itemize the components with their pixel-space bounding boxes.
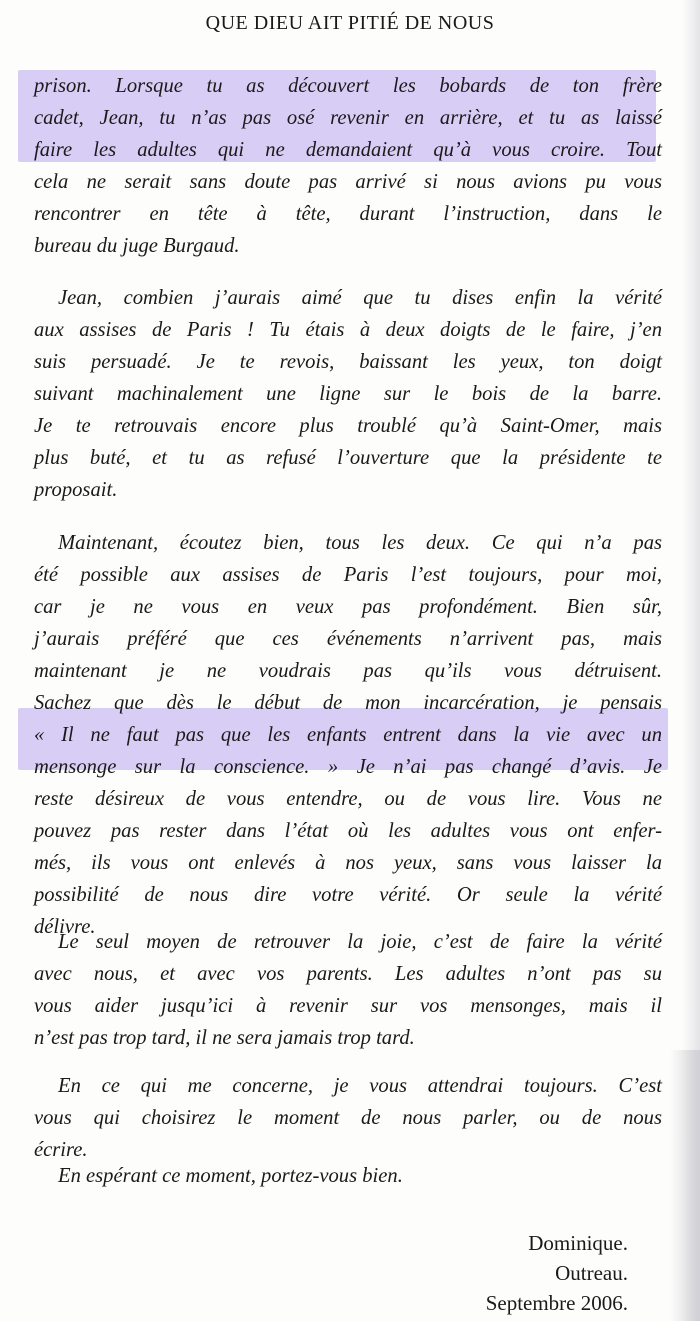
text-line: cadet, Jean, tu n’as pas osé revenir en arrière, et tu as laissé bbox=[34, 107, 662, 129]
paragraph-6 bbox=[34, 1160, 662, 1192]
text-line: plus buté, et tu as refusé l’ouverture que la présidente te bbox=[34, 447, 662, 469]
signature-block bbox=[368, 1228, 628, 1318]
text-line: proposait. bbox=[34, 479, 118, 501]
text-line: écrire. bbox=[34, 1139, 88, 1161]
text-line: pouvez pas rester dans l’état où les adultes vous ont enfer- bbox=[34, 820, 662, 842]
text-line: bureau du juge Burgaud. bbox=[34, 235, 240, 257]
page-edge-shadow-lower bbox=[670, 1050, 700, 1321]
text-line: « Il ne faut pas que les enfants entrent dans la vie avec un bbox=[34, 724, 662, 746]
text-line: vous qui choisirez le moment de nous parler, ou de nous bbox=[34, 1107, 662, 1129]
text-line: rencontrer en tête à tête, durant l’instruction, dans le bbox=[34, 203, 662, 225]
text-line: Maintenant, écoutez bien, tous les deux. Ce qui n’a pas bbox=[58, 532, 662, 554]
signature-place: Outreau. bbox=[555, 1261, 628, 1285]
text-line: cela ne serait sans doute pas arrivé si nous avions pu vous bbox=[34, 171, 662, 193]
text-line: Je te retrouvais encore plus troublé qu’à Saint-Omer, mais bbox=[34, 415, 662, 437]
text-line: maintenant je ne voudrais pas qu’ils vous détruisent. bbox=[34, 660, 662, 682]
text-line: été possible aux assises de Paris l’est toujours, pour moi, bbox=[34, 564, 662, 586]
paragraph-1 bbox=[34, 70, 662, 262]
text-line: En ce qui me concerne, je vous attendrai toujours. C’est bbox=[58, 1075, 662, 1097]
signature-date: Septembre 2006. bbox=[485, 1291, 628, 1315]
text-line: suivant machinalement une ligne sur le bois de la barre. bbox=[34, 383, 662, 405]
text-line: prison. Lorsque tu as découvert les bobards de ton frère bbox=[34, 75, 662, 97]
paragraph-3 bbox=[34, 527, 662, 943]
text-line: délivre. bbox=[34, 916, 96, 938]
text-line: avec nous, et avec vos parents. Les adultes n’ont pas su bbox=[34, 963, 662, 985]
text-line: reste désireux de vous entendre, ou de vous lire. Vous ne bbox=[34, 788, 662, 810]
running-title: QUE DIEU AIT PITIÉ DE NOUS bbox=[205, 12, 495, 34]
text-line: Jean, combien j’aurais aimé que tu dises enfin la vérité bbox=[58, 287, 662, 309]
text-line: més, ils vous ont enlevés à nos yeux, sans vous laisser la bbox=[34, 852, 662, 874]
text-line: Le seul moyen de retrouver la joie, c’est de faire la vérité bbox=[58, 931, 662, 953]
text-line: mensonge sur la conscience. » Je n’ai pas changé d’avis. Je bbox=[34, 756, 662, 778]
text-line: suis persuadé. Je te revois, baissant les yeux, ton doigt bbox=[34, 351, 662, 373]
text-line: aux assises de Paris ! Tu étais à deux doigts de le faire, j’en bbox=[34, 319, 662, 341]
paragraph-2 bbox=[34, 282, 662, 506]
text-line: car je ne vous en veux pas profondément. Bien sûr, bbox=[34, 596, 662, 618]
text-line: vous aider jusqu’ici à revenir sur vos mensonges, mais il bbox=[34, 995, 662, 1017]
text-line: En espérant ce moment, portez-vous bien. bbox=[58, 1165, 403, 1187]
text-line: j’aurais préféré que ces événements n’arrivent pas, mais bbox=[34, 628, 662, 650]
signature-name: Dominique. bbox=[528, 1231, 628, 1255]
text-line: n’est pas trop tard, il ne sera jamais trop tard. bbox=[34, 1027, 415, 1049]
paragraph-5 bbox=[34, 1070, 662, 1166]
text-line: faire les adultes qui ne demandaient qu’à vous croire. Tout bbox=[34, 139, 662, 161]
text-line: possibilité de nous dire votre vérité. Or seule la vérité bbox=[34, 884, 662, 906]
text-line: Sachez que dès le début de mon incarcération, je pensais bbox=[34, 692, 662, 714]
paragraph-4 bbox=[34, 926, 662, 1054]
